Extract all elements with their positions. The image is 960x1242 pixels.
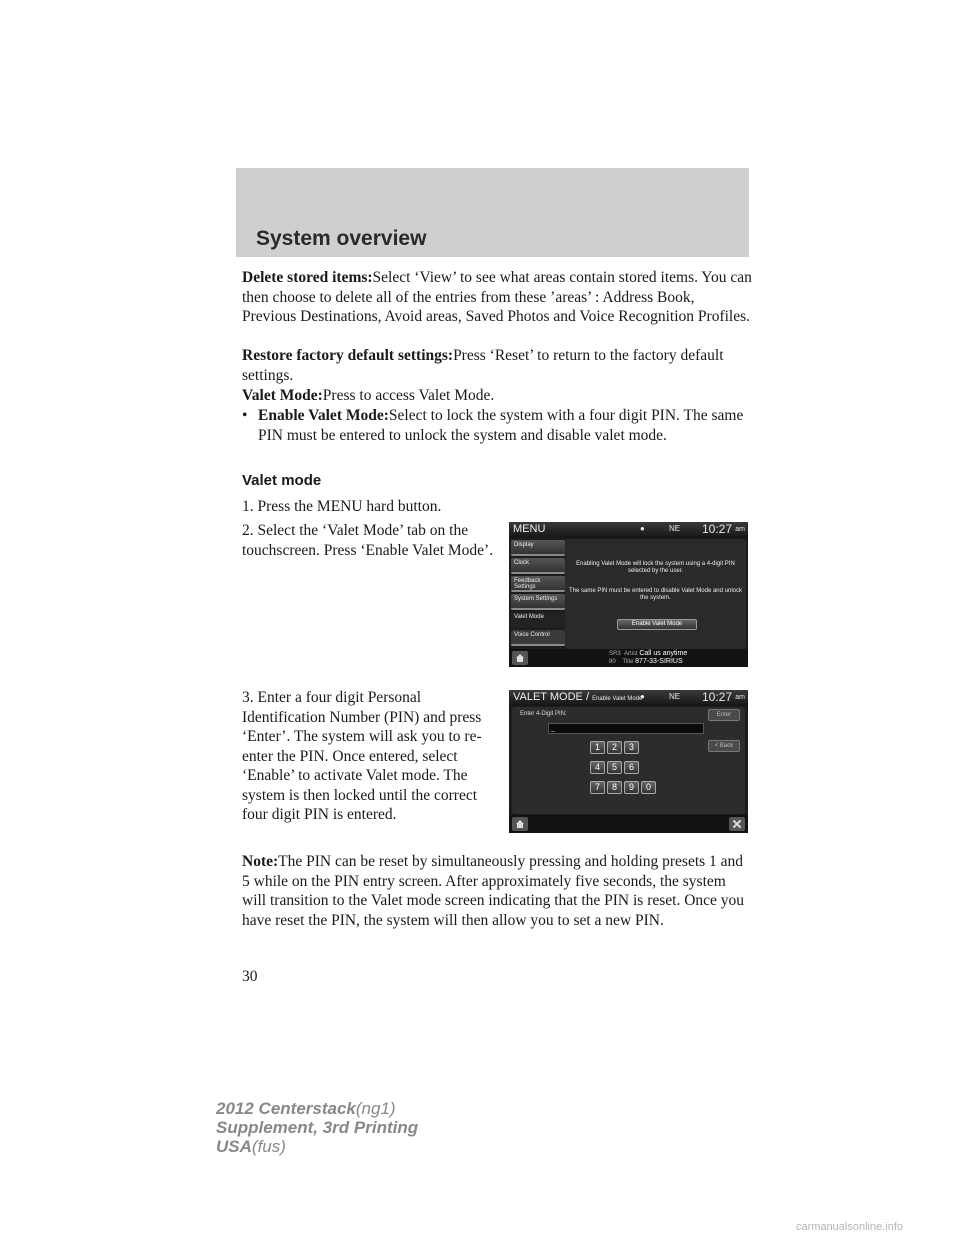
menu-bottom-bar <box>509 649 748 667</box>
desc-restore-defaults: Press ‘Reset’ to return to the factory default settings. <box>242 347 724 384</box>
term-delete-stored-items: Delete stored items: <box>242 269 373 286</box>
clock-time: 10:27 <box>701 522 732 536</box>
tab-clock[interactable]: Clock <box>511 558 565 574</box>
key-5[interactable]: 5 <box>607 761 622 774</box>
bullet-enable-valet <box>258 406 752 445</box>
key-4[interactable]: 4 <box>590 761 605 774</box>
clock-ampm: am <box>735 526 745 533</box>
back-button[interactable]: < Back <box>708 740 740 752</box>
home-icon[interactable] <box>512 817 528 831</box>
menu-title: MENU <box>513 523 546 535</box>
enter-button[interactable]: Enter <box>708 709 740 721</box>
desc-delete-stored-items: Select ‘View’ to see what areas contain stored items. You can then choose to delete all of the entries from these ’areas’ : Address Book, Previous Destinations, Avoid areas, Saved Photos and Voice Recognition Profiles. <box>242 269 752 325</box>
tab-system-settings[interactable]: System Settings <box>511 594 565 610</box>
pin-input[interactable]: _ <box>548 723 704 734</box>
valet-bottom-bar <box>509 815 748 833</box>
tab-valet-mode[interactable]: Valet Mode <box>511 612 565 628</box>
pin-entry-panel <box>512 707 745 814</box>
valet-title <box>513 691 642 703</box>
key-9[interactable]: 9 <box>624 781 639 794</box>
bluetooth-icon: ● <box>640 692 645 701</box>
key-8[interactable]: 8 <box>607 781 622 794</box>
artist-value: Call us anytime <box>639 650 688 657</box>
desc-enable-valet: Select to lock the system with a four digit PIN. The same PIN must be entered to unlock the system and disable valet mode. <box>258 407 744 444</box>
step-3: 3. Enter a four digit Personal Identification Number (PIN) and press ‘Enter’. The system will ask you to re-enter the PIN. Once entered, select ‘Enable’ to activate Valet mode. The system is then locked until the correct four digit PIN is entered. <box>242 689 482 823</box>
clock-time: 10:27 <box>701 690 732 704</box>
section-header-band <box>236 168 749 257</box>
home-icon[interactable] <box>512 651 528 665</box>
footer-printing: Supplement, 3rd Printing <box>216 1118 419 1137</box>
note-label: Note: <box>242 853 279 870</box>
media-channel: 80 <box>609 659 616 665</box>
valet-title-sub: Enable Valet Mode <box>592 696 643 702</box>
menu-tabs <box>511 540 565 648</box>
valet-title-main: VALET MODE / <box>513 691 590 703</box>
pin-entry-screenshot <box>509 690 748 833</box>
key-6[interactable]: 6 <box>624 761 639 774</box>
tools-icon[interactable] <box>729 817 745 831</box>
title-label: Title <box>622 659 634 665</box>
paragraph-restore-defaults <box>242 346 752 385</box>
footer-market: USA <box>216 1137 252 1156</box>
document-footer <box>216 1099 418 1156</box>
compass-heading: NE <box>669 524 681 533</box>
bluetooth-icon: ● <box>640 524 645 533</box>
bullet-mark: • <box>242 407 248 424</box>
step-1: 1. Press the MENU hard button. <box>242 498 442 515</box>
key-3[interactable]: 3 <box>624 741 639 754</box>
clock-ampm: am <box>735 694 745 701</box>
tab-voice-control[interactable]: Voice Control <box>511 630 565 646</box>
section-title: System overview <box>256 227 427 250</box>
note-paragraph <box>242 852 752 930</box>
key-1[interactable]: 1 <box>590 741 605 754</box>
tab-feedback-settings[interactable]: Feedback Settings <box>511 576 565 592</box>
tab-display[interactable]: Display <box>511 540 565 556</box>
page-number: 30 <box>242 968 258 985</box>
compass-heading: NE <box>669 692 681 701</box>
key-2[interactable]: 2 <box>607 741 622 754</box>
footer-product: 2012 Centerstack <box>216 1099 356 1118</box>
media-info <box>609 650 687 666</box>
valet-status-bar <box>509 690 748 706</box>
step-2: 2. Select the ‘Valet Mode’ tab on the touchscreen. Press ‘Enable Valet Mode’. <box>242 522 494 559</box>
valet-message-lock: Enabling Valet Mode will lock the system using a 4-digit PIN selected by the user. <box>576 561 735 574</box>
term-enable-valet: Enable Valet Mode: <box>258 407 389 424</box>
valet-mode-heading: Valet mode <box>242 472 322 489</box>
title-value: 877-33-SIRIUS <box>635 658 683 665</box>
menu-screenshot <box>509 522 748 667</box>
valet-message-unlock: The same PIN must be entered to disable Valet Mode and unlock the system. <box>569 588 742 601</box>
pin-prompt: Enter 4-Digit PIN: <box>520 711 567 717</box>
key-0[interactable]: 0 <box>641 781 656 794</box>
footer-market-code: (fus) <box>251 1137 286 1156</box>
valet-info-panel <box>565 539 746 649</box>
term-valet-mode: Valet Mode: <box>242 387 323 404</box>
term-restore-defaults: Restore factory default settings: <box>242 347 454 364</box>
key-7[interactable]: 7 <box>590 781 605 794</box>
paragraph-delete-stored-items <box>242 268 752 327</box>
desc-valet-mode: Press to access Valet Mode. <box>322 387 495 404</box>
artist-label: Artist <box>624 651 638 657</box>
paragraph-valet-mode <box>242 386 752 406</box>
footer-product-code: (ng1) <box>355 1099 396 1118</box>
enable-valet-mode-button[interactable]: Enable Valet Mode <box>617 619 697 630</box>
menu-status-bar <box>509 522 748 538</box>
watermark-text: carmanualsonline.info <box>796 1221 904 1233</box>
note-text: The PIN can be reset by simultaneously pressing and holding presets 1 and 5 while on the PIN entry screen. After approximately five seconds, the system will transition to the Valet mode screen indicating that the PIN is reset. Once you have reset the PIN, the system will then allow you to set a new PIN. <box>242 853 745 929</box>
media-source: SR3 <box>609 651 621 657</box>
